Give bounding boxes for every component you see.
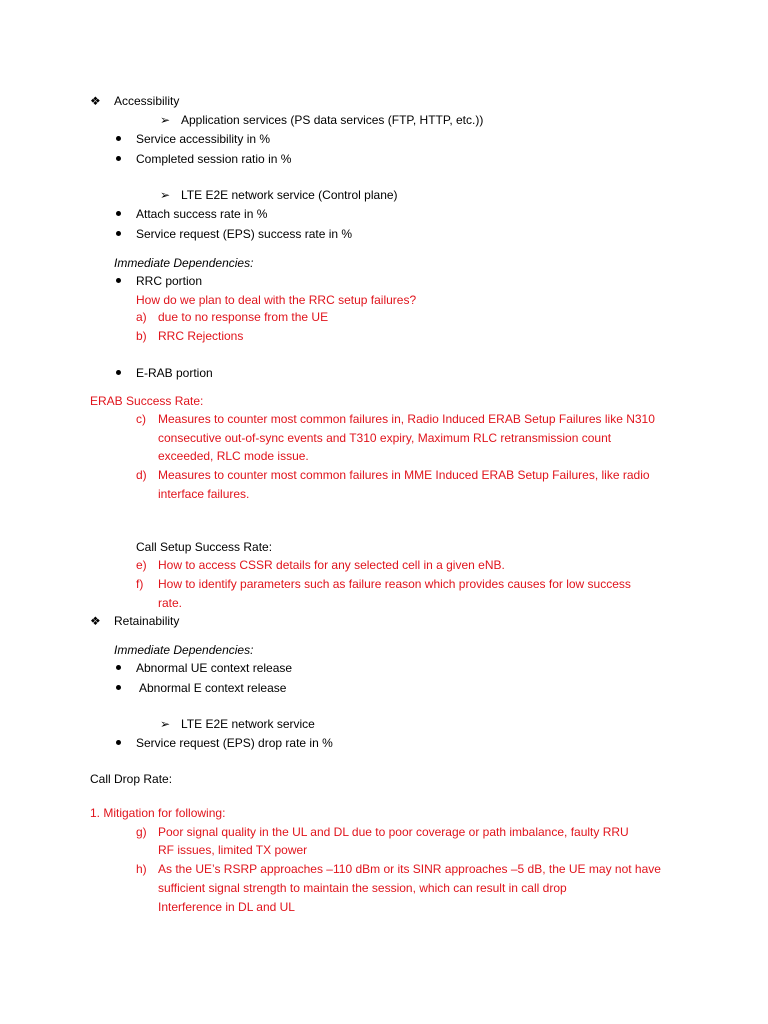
mitigation-heading: 1. Mitigation for following: [90, 806, 226, 820]
erab-item-c-line-2: consecutive out-of-sync events and T310 expiry, Maximum RLC retransmission count [158, 431, 612, 445]
section-heading-accessibility: Accessibility [114, 94, 180, 108]
round-bullet-icon [116, 231, 121, 236]
list-marker: h) [136, 862, 147, 876]
completed-session-line: Completed session ratio in % [136, 152, 292, 166]
erab-item-c-line-1: Measures to counter most common failures in, Radio Induced ERAB Setup Failures like N310 [158, 412, 655, 426]
list-marker: e) [136, 558, 147, 572]
erab-item-c-line-3: exceeded, RLC mode issue. [158, 449, 309, 463]
abnormal-ue-context-line: Abnormal UE context release [136, 661, 293, 675]
call-drop-item-h-line-2: sufficient signal strength to maintain the session, which can result in call drop [158, 881, 567, 895]
list-marker: a) [136, 310, 147, 324]
round-bullet-icon [116, 665, 121, 670]
abnormal-e-context-line: Abnormal E context release [139, 681, 287, 695]
list-marker: f) [136, 577, 144, 591]
round-bullet-icon [116, 211, 121, 216]
list-marker: g) [136, 825, 147, 839]
arrowhead-bullet-icon: ➢ [160, 717, 171, 731]
list-marker: b) [136, 329, 147, 343]
rrc-item-text: RRC Rejections [158, 329, 244, 343]
section-heading-retainability: Retainability [114, 614, 180, 628]
erab-item-d-line-1: Measures to counter most common failures in MME Induced ERAB Setup Failures, like radio [158, 468, 650, 482]
round-bullet-icon [116, 278, 121, 283]
round-bullet-icon [116, 136, 121, 141]
erab-success-heading: ERAB Success Rate: [90, 394, 204, 408]
call-setup-item-f-line-1: How to identify parameters such as failure reason which provides causes for low success [158, 577, 631, 591]
four-diamond-bullet-icon: ❖ [90, 614, 101, 628]
call-drop-item-h-line-3: Interference in DL and UL [158, 900, 295, 914]
lte-service-line: LTE E2E network service [181, 717, 315, 731]
round-bullet-icon [116, 740, 121, 745]
rrc-portion-line: RRC portion [136, 274, 203, 288]
erab-item-d-line-2: interface failures. [158, 487, 250, 501]
round-bullet-icon [116, 370, 121, 375]
lte-control-plane-line: LTE E2E network service (Control plane) [181, 188, 398, 202]
call-drop-item-g-line-1: Poor signal quality in the UL and DL due to poor coverage or path imbalance, faulty RRU [158, 825, 629, 839]
list-marker: d) [136, 468, 147, 482]
call-setup-heading: Call Setup Success Rate: [136, 540, 273, 554]
service-accessibility-line: Service accessibility in % [136, 132, 271, 146]
drop-rate-line: Service request (EPS) drop rate in % [136, 736, 333, 750]
service-request-success-line: Service request (EPS) success rate in % [136, 227, 353, 241]
app-services-line: Application services (PS data services (FTP, HTTP, etc.)) [181, 113, 484, 127]
immediate-dependencies-label: Immediate Dependencies: [114, 256, 254, 270]
call-setup-item-e: How to access CSSR details for any selected cell in a given eNB. [158, 558, 505, 572]
immediate-dependencies-label: Immediate Dependencies: [114, 643, 254, 657]
arrowhead-bullet-icon: ➢ [160, 188, 171, 202]
call-drop-item-h-line-1: As the UE’s RSRP approaches –110 dBm or its SINR approaches –5 dB, the UE may not have [158, 862, 661, 876]
arrowhead-bullet-icon: ➢ [160, 113, 171, 127]
call-setup-item-f-line-2: rate. [158, 596, 183, 610]
four-diamond-bullet-icon: ❖ [90, 94, 101, 108]
erab-portion-line: E-RAB portion [136, 366, 213, 380]
rrc-question-line: How do we plan to deal with the RRC setup failures? [136, 293, 417, 307]
rrc-item-text: due to no response from the UE [158, 310, 329, 324]
list-marker: c) [136, 412, 146, 426]
round-bullet-icon [116, 685, 121, 690]
round-bullet-icon [116, 156, 121, 161]
call-drop-item-g-line-2: RF issues, limited TX power [158, 843, 308, 857]
call-drop-heading: Call Drop Rate: [90, 772, 173, 786]
attach-success-line: Attach success rate in % [136, 207, 268, 221]
